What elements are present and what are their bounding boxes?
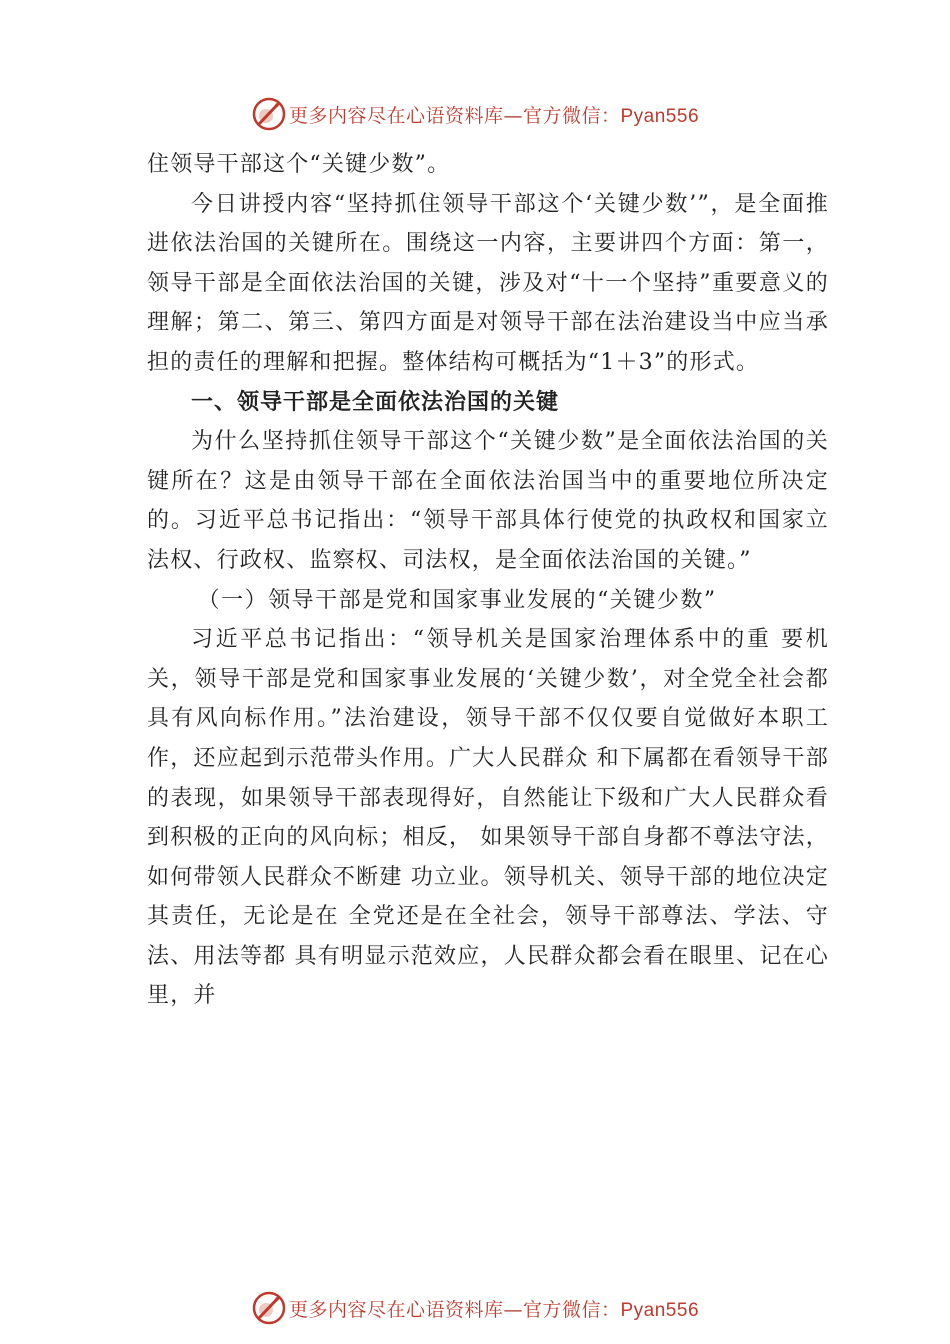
paragraph-intro: 今日讲授内容“坚持抓住领导干部这个‘关键少数’”，是全面推进依法治国的关键所在。围绕这一内容，主要讲四个方面：第一，领导干部是全面依法治国的关键，涉及对“十一个坚持”重要意义的理解；第二、第三、第四方面是对领导干部在法治建设当中应当承担的责任的理解和把握。整体结构可概括为“1＋3”的形式。 [147, 191, 829, 375]
brand-logo-icon [251, 1290, 287, 1326]
paragraph-body: 习近平总书记指出：“领导机关是国家治理体系中的重 要机关，领导干部是党和国家事业发展的‘关键少数’，对全党全社会都具有风向标作用。”法治建设，领导干部不仅仅要自觉做好本职工作，还应起到示范带头作用。广大人民群众 和下属都在看领导干部的表现，如果领导干部表现得好，自然能让下级和广大人民群众看到积极的正向的风向标；相反， 如果领导干部自身都不尊法守法，如何带领人民群众不断建 功立业。领导机关、领导干部的地位决定其责任，无论是在 全党还是在全社会，领导干部尊法、学法、守法、用法等都 具有明显示范效应，人民群众都会看在眼里、记在心里，并 [147, 627, 829, 1009]
brand-logo-icon [251, 96, 287, 132]
banner-text [289, 1295, 699, 1322]
brand-name: 更多内容尽在心语资料库 [288, 1298, 504, 1321]
paragraph-why: 为什么坚持抓住领导干部这个“关键少数”是全面依法治国的关键所在？这是由领导干部在全面依法治国当中的重要地位所决定的。习近平总书记指出：“领导干部具体行使党的执政权和国家立法权、行政权、监察权、司法权，是全面依法治国的关键。” [147, 429, 829, 573]
paragraph-continuation: 住领导干部这个“关键少数”。 [147, 152, 451, 177]
section-heading: 一、领导干部是全面依法治国的关键 [191, 389, 560, 415]
document-body [147, 145, 829, 1016]
banner-text [289, 101, 699, 128]
wechat-id: Pyan556 [620, 1299, 700, 1321]
header-banner [0, 94, 950, 134]
wechat-label: 官方微信： [522, 104, 621, 127]
wechat-id: Pyan556 [620, 105, 700, 127]
wechat-label: 官方微信： [522, 1298, 621, 1321]
footer-banner [0, 1288, 950, 1328]
subsection-heading: （一）领导干部是党和国家事业发展的“关键少数” [197, 587, 717, 613]
separator: — [503, 1298, 523, 1321]
brand-name: 更多内容尽在心语资料库 [288, 104, 504, 127]
separator: — [503, 104, 523, 127]
